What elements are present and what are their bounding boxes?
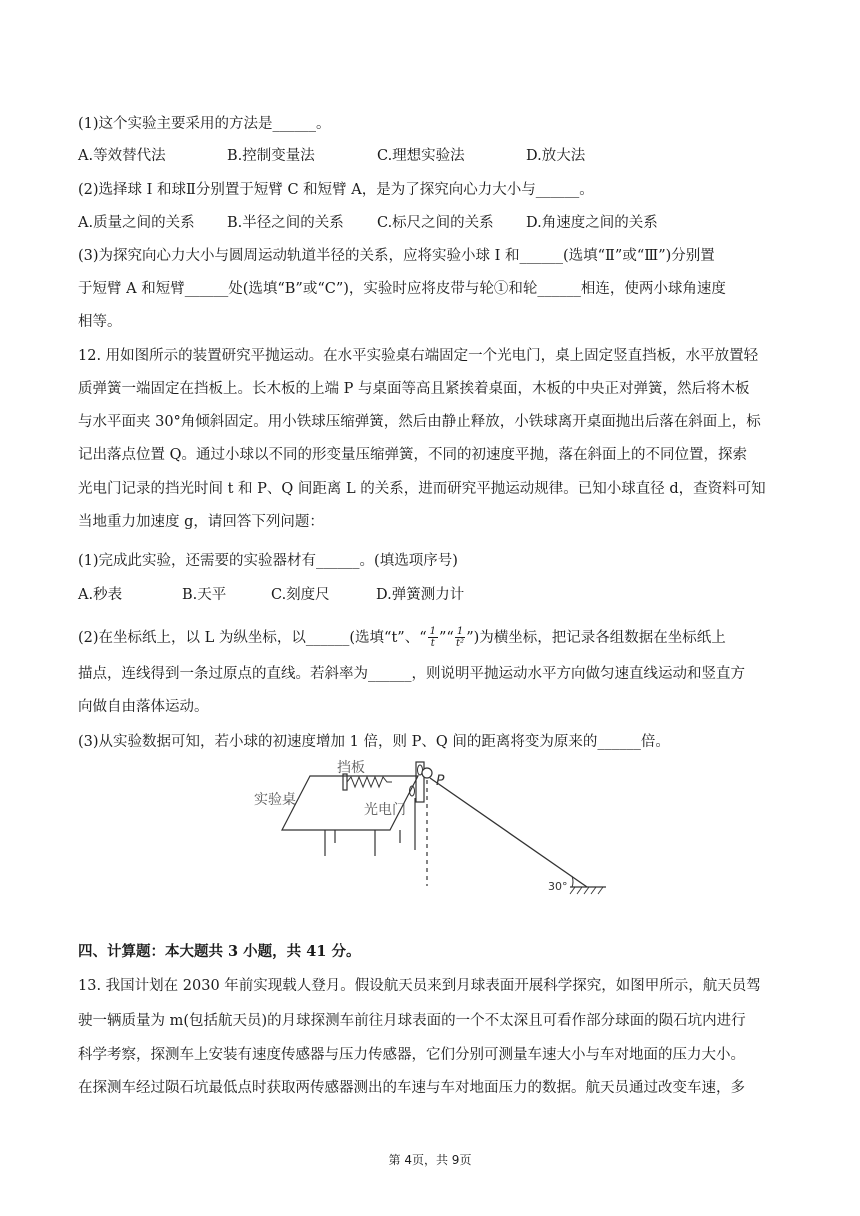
q11-part2: (2)选择球 I 和球Ⅱ分别置于短臂 C 和短臂 A，是为了探究向心力大小与______。 <box>78 182 594 198</box>
label-angle: 30° <box>548 880 568 893</box>
option-b: B.天平 <box>182 587 227 603</box>
option-a: A.质量之间的关系 <box>78 215 195 231</box>
label-table: 实验桌 <box>254 792 296 808</box>
option-d: D.角速度之间的关系 <box>526 215 658 231</box>
fraction-denominator: t <box>430 638 435 649</box>
q12-stem-line2: 质弹簧一端固定在挡板上。长木板的上端 P 与桌面等高且紧挨着桌面，木板的中央正对弹簧，然后将木板 <box>78 381 750 397</box>
option-d: D.放大法 <box>526 148 586 164</box>
fraction-numerator: 1 <box>429 626 436 637</box>
q11-part1: (1)这个实验主要采用的方法是______。 <box>78 116 331 132</box>
q12-part2-line3: 向做自由落体运动。 <box>78 699 209 715</box>
angle-arc <box>572 876 573 887</box>
q13-stem-line3: 科学考察，探测车上安装有速度传感器与压力传感器，它们分别可测量车速大小与车对地面的压力大小。 <box>78 1047 745 1063</box>
option-c: C.理想实验法 <box>377 148 465 164</box>
inclined-plane <box>430 778 587 887</box>
label-photogate: 光电门 <box>364 802 406 818</box>
q12-stem-line3: 与水平面夹 30°角倾斜固定。用小铁球压缩弹簧，然后由静止释放，小铁球离开桌面抛出后落在斜面上，标 <box>78 414 761 430</box>
q12-part2-line1 <box>78 626 726 649</box>
q12-part2-text-c: ”)为横坐标，把记录各组数据在坐标纸上 <box>466 629 726 646</box>
q12-stem-line5: 光电门记录的挡光时间 t 和 P、Q 间距离 L 的关系，进而研究平抛运动规律。已知小球直径 d，查资料可知 <box>78 481 766 497</box>
option-d: D.弹簧测力计 <box>376 587 465 603</box>
option-a: A.秒表 <box>78 587 123 603</box>
q12-stem-line4: 记出落点位置 Q。通过小球以不同的形变量压缩弹簧，不同的初速度平抛，落在斜面上的不同位置，探索 <box>78 447 747 463</box>
q13-stem-line4: 在探测车经过陨石坑最低点时获取两传感器测出的车速与车对地面压力的数据。航天员通过改变车速，多 <box>78 1080 745 1096</box>
fraction-numerator: 1 <box>456 626 464 637</box>
option-c: C.标尺之间的关系 <box>377 215 494 231</box>
section-heading: 四、计算题：本大题共 3 小题，共 41 分。 <box>78 943 361 960</box>
page-footer: 第 4页，共 9页 <box>388 1153 472 1167</box>
q13-stem-line2: 驶一辆质量为 m(包括航天员)的月球探测车前往月球表面的一个不太深且可看作部分球面的陨石坑内进行 <box>78 1013 746 1029</box>
fraction-1-over-t-squared <box>455 626 465 649</box>
spring <box>347 777 392 787</box>
projectile-apparatus-figure <box>240 758 620 908</box>
q12-part1: (1)完成此实验，还需要的实验器材有______。(填选项序号) <box>78 553 458 569</box>
q12-stem-line6: 当地重力加速度 g，请回答下列问题： <box>78 514 324 530</box>
fraction-1-over-t <box>428 626 438 649</box>
label-baffle: 挡板 <box>337 760 365 776</box>
option-a: A.等效替代法 <box>78 148 166 164</box>
ground-hatching <box>570 887 603 894</box>
q12-stem-line1: 12. 用如图所示的装置研究平抛运动。在水平实验桌右端固定一个光电门，桌上固定竖直挡板，水平放置轻 <box>78 348 759 364</box>
option-b: B.控制变量法 <box>227 148 315 164</box>
q12-part2-line2: 描点，连线得到一条过原点的直线。若斜率为______，则说明平抛运动水平方向做匀速直线运动和竖直方 <box>78 666 745 682</box>
ball <box>422 768 432 778</box>
q12-part3: (3)从实验数据可知，若小球的初速度增加 1 倍，则 P、Q 间的距离将变为原来的______倍。 <box>78 734 670 750</box>
fraction-denominator: t² <box>455 638 465 649</box>
q11-part3-line3: 相等。 <box>78 314 122 330</box>
q12-part2-text-b: ”“ <box>438 629 454 646</box>
label-p: P <box>436 773 445 789</box>
q12-part2-text-a: (2)在坐标纸上，以 L 为纵坐标，以______(选填“t”、“ <box>78 629 427 646</box>
option-b: B.半径之间的关系 <box>227 215 344 231</box>
option-c: C.刻度尺 <box>271 587 330 603</box>
q11-part3-line2: 于短臂 A 和短臂______处(选填“B”或“C”)，实验时应将皮带与轮①和轮______相连，使两小球角速度 <box>78 281 726 297</box>
q11-part3-line1: (3)为探究向心力大小与圆周运动轨道半径的关系，应将实验小球 I 和______(选填“Ⅱ”或“Ⅲ”)分别置 <box>78 248 715 264</box>
q13-stem-line1: 13. 我国计划在 2030 年前实现载人登月。假设航天员来到月球表面开展科学探究，如图甲所示，航天员驾 <box>78 978 761 994</box>
